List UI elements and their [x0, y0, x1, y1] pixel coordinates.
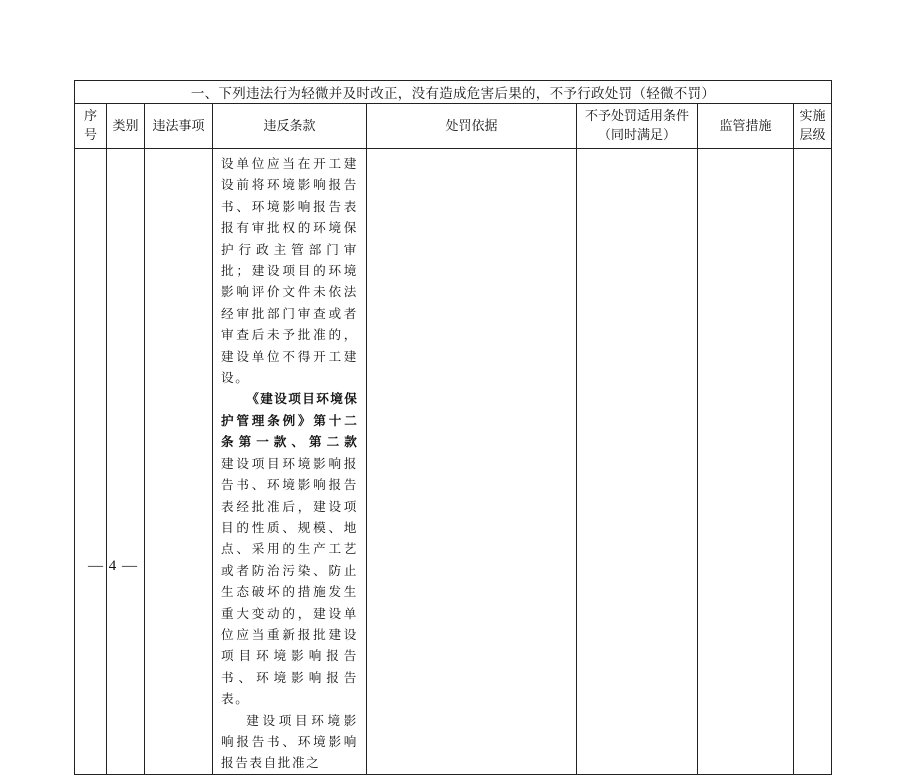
header-level — [794, 104, 832, 149]
cell-seq — [75, 149, 107, 775]
header-provision: 违反条款 — [213, 104, 367, 149]
cell-supervision — [698, 149, 794, 775]
provision-paragraph-2-text: 建设项目环境影响报告书、环境影响报告表经批准后，建设项目的性质、规模、地点、采用的生产工艺或者防治污染、防止生态破坏的措施发生重大变动的，建设单位应当重新报批建设项目环境影响报告书、环境影响报告表。 — [221, 455, 358, 707]
header-supervision: 监管措施 — [698, 104, 794, 149]
cell-category — [107, 149, 145, 775]
provision-paragraph-1: 设单位应当在开工建设前将环境影响报告书、环境影响报告表报有审批权的环境保护行政主管部门审批；建设项目的环境影响评价文件未依法经审批部门审查或者审查后未予批准的，建设单位不得开工建设。 — [221, 156, 358, 386]
provision-citation: 《建设项目环境保护管理条例》第十二条第一款、第二款 — [221, 391, 358, 450]
cell-penalty-basis — [367, 149, 577, 775]
header-conditions-line1: 不予处罚适用条件 — [584, 109, 689, 124]
header-category: 类别 — [107, 104, 145, 149]
cell-conditions — [577, 149, 698, 775]
cell-level — [794, 149, 832, 775]
section-title: 一、下列违法行为轻微并及时改正，没有造成危害后果的，不予行政处罚（轻微不罚） — [75, 81, 832, 104]
header-penalty-basis: 处罚依据 — [367, 104, 577, 149]
provision-paragraph-2 — [221, 388, 358, 709]
header-violation: 违法事项 — [145, 104, 213, 149]
header-seq-line2: 号 — [83, 128, 97, 143]
page-number: — 4 — — [88, 558, 138, 574]
provision-paragraph-3: 建设项目环境影响报告书、环境影响报告表自批准之 — [221, 712, 358, 771]
header-conditions — [577, 104, 698, 149]
table-row — [75, 149, 832, 775]
provision-text — [213, 149, 366, 774]
cell-provision — [213, 149, 367, 775]
regulation-table — [74, 80, 832, 775]
cell-violation — [145, 149, 213, 775]
header-level-line1: 实施 — [799, 109, 826, 124]
header-seq-line1: 序 — [83, 109, 97, 124]
header-level-line2: 层级 — [799, 128, 826, 143]
header-seq — [75, 104, 107, 149]
header-conditions-line2: （同时满足） — [597, 128, 676, 143]
